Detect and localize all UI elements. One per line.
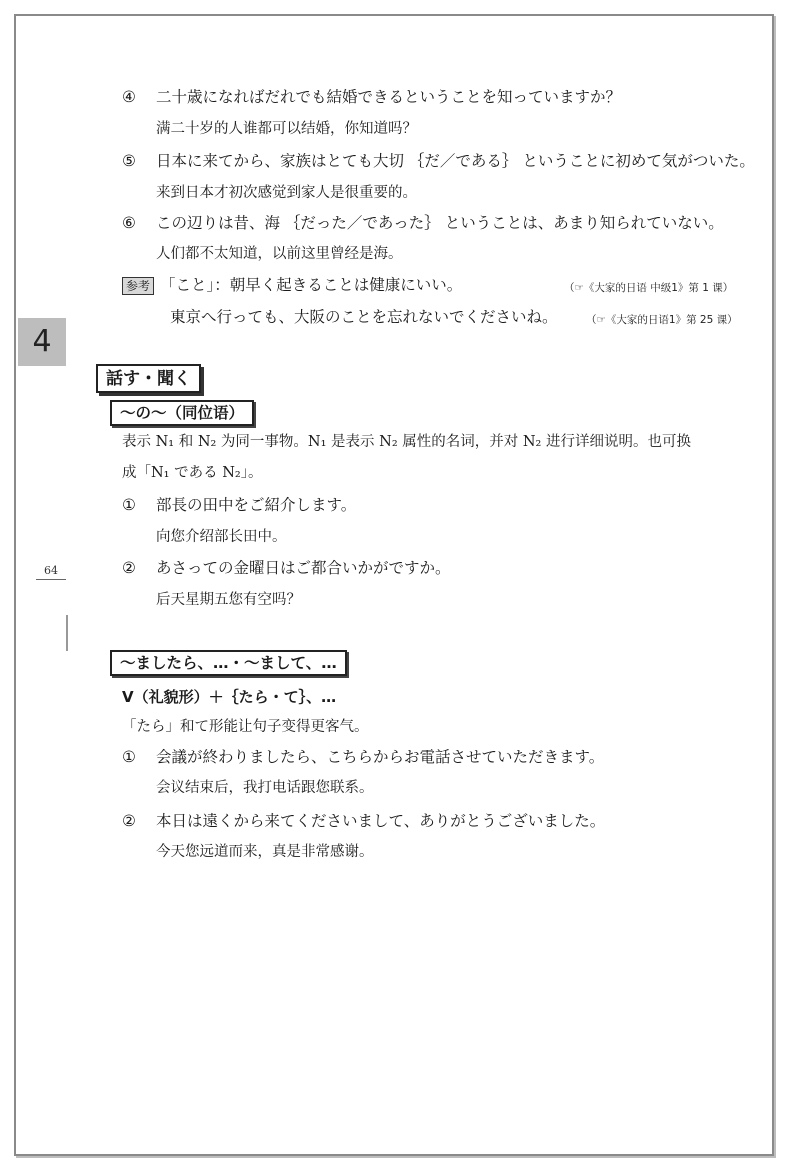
example-6	[122, 212, 724, 234]
grammar-2-example-1	[122, 746, 604, 768]
grammar-1-desc-2: 成「N₁ である N₂」。	[122, 465, 263, 481]
example-number: ④	[122, 88, 136, 106]
example-5	[122, 150, 755, 172]
example-jp: あさっての金曜日はご都合いかがですか。	[156, 559, 451, 577]
example-number: ⑤	[122, 152, 136, 170]
example-5-translation: 来到日本才初次感觉到家人是很重要的。	[156, 185, 417, 201]
example-number: ①	[122, 496, 136, 514]
grammar-1-example-2-translation: 后天星期五您有空吗？	[156, 592, 301, 608]
grammar-1-example-1-translation: 向您介绍部长田中。	[156, 529, 287, 545]
reference-text-1: 「こと」：朝早く起きることは健康にいい。	[160, 276, 463, 294]
example-jp: 二十歳になればだれでも結婚できるということを知っていますか？	[156, 88, 622, 106]
reference-label: 参考	[122, 277, 154, 295]
example-number: ⑥	[122, 214, 136, 232]
example-jp: この辺りは昔、海 ｛だった／であった｝ ということは、あまり知られていない。	[156, 214, 724, 232]
margin-mark	[66, 615, 68, 651]
grammar-2-desc: 「たら」和て形能让句子变得更客气。	[122, 719, 369, 735]
grammar-1-example-2	[122, 557, 451, 579]
grammar-2-example-1-translation: 会议结束后，我打电话跟您联系。	[156, 780, 374, 796]
reference-text-2: 東京へ行っても、大阪のことを忘れないでくださいね。	[170, 308, 558, 326]
example-jp: 部長の田中をご紹介します。	[156, 496, 357, 514]
example-number: ①	[122, 748, 136, 766]
grammar-1-title: ～の～（同位语）	[110, 400, 254, 426]
chapter-tab: 4	[18, 318, 66, 366]
grammar-2-title: ～ましたら、…・～まして、…	[110, 650, 347, 676]
reference-citation-2: （☞《大家的日语1》第 25 课）	[586, 314, 738, 326]
example-jp: 会議が終わりましたら、こちらからお電話させていただきます。	[156, 748, 605, 766]
example-4-translation: 满二十岁的人谁都可以结婚，你知道吗？	[156, 121, 417, 137]
example-6-translation: 人们都不太知道，以前这里曾经是海。	[156, 246, 403, 262]
section-title: 話す・聞く	[96, 364, 201, 393]
example-4	[122, 86, 621, 108]
reference-line-1	[122, 274, 462, 296]
grammar-2-pattern: V（礼貌形）＋｛たら・て｝、…	[122, 688, 337, 706]
example-number: ②	[122, 812, 136, 830]
grammar-2-example-2-translation: 今天您远道而来，真是非常感谢。	[156, 844, 374, 860]
example-jp: 本日は遠くから来てくださいまして、ありがとうございました。	[156, 812, 606, 830]
example-number: ②	[122, 559, 136, 577]
reference-citation-1: （☞《大家的日语 中级1》第 1 课）	[564, 282, 734, 294]
example-jp: 日本に来てから、家族はとても大切 ｛だ／である｝ ということに初めて気がついた。	[156, 152, 755, 170]
grammar-1-example-1	[122, 494, 356, 516]
grammar-2-example-2	[122, 810, 605, 832]
page-number: 64	[36, 564, 66, 580]
grammar-1-desc-1: 表示 N₁ 和 N₂ 为同一事物。N₁ 是表示 N₂ 属性的名词，并对 N₂ 进行详细说明。也可换	[122, 434, 691, 450]
